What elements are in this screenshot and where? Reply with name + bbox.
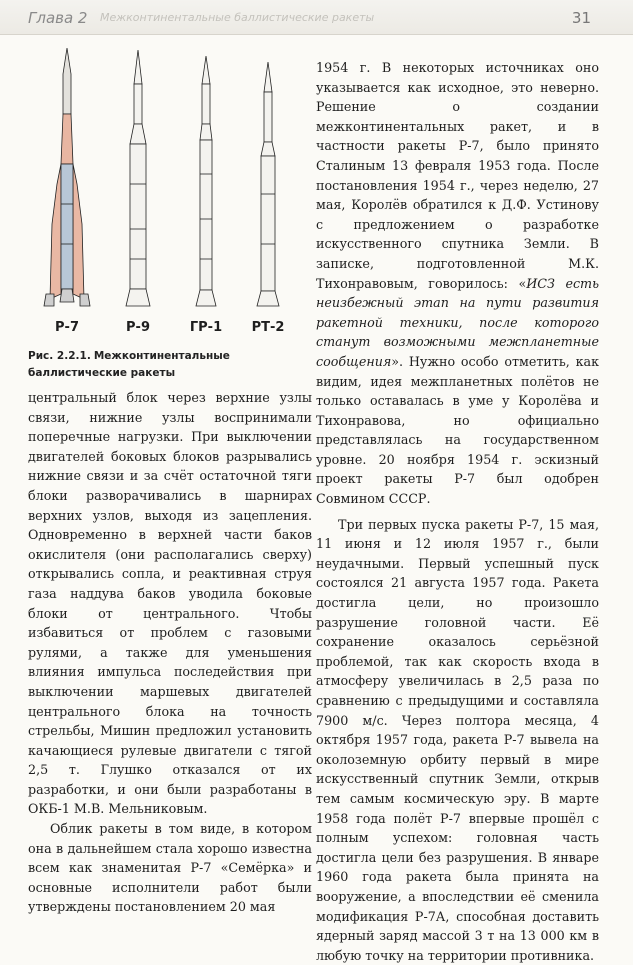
rocket-label-rt2: РТ-2 [251, 320, 285, 335]
rocket-rt2 [238, 44, 298, 336]
tikhonravov-quote: ИСЗ есть неизбежный этап на пути развития ракетной техники, после которого станут возможными межпланетные сообщения [316, 275, 599, 369]
rocket-gr1 [176, 44, 236, 336]
rt2-drawing [238, 44, 298, 316]
chapter-label: Глава 2 [28, 9, 88, 27]
caption-text: Межконтинентальные баллистические ракеты [28, 350, 230, 379]
gr1-drawing [176, 44, 236, 316]
left-paragraph-2: Облик ракеты в том виде, в котором она в дальнейшем стала хорошо известна всем как знаменитая Р-7 «Семёрка» и основные исполнители работ были утверждены постановлением 20 мая [28, 821, 312, 915]
rocket-label-gr1: ГР-1 [189, 320, 223, 335]
left-text-column [28, 388, 312, 917]
rockets-figure [28, 44, 306, 334]
rocket-label-r9: Р-9 [126, 320, 150, 335]
caption-number: Рис. 2.2.1. [28, 350, 91, 362]
rocket-r7 [32, 44, 102, 336]
page-number: 31 [571, 9, 591, 27]
right-paragraph-1-start: 1954 г. В некоторых источниках оно указывается как исходное, это неверно. Решение о создании межконтинентальных ракет, и в частности ракеты Р-7, было принято Сталиным 13 февраля 1953 года. После постановления 1954 г., через неделю, 27 мая, Королёв обратился к Д.Ф. Устинову с предложением о разработке искусственного спутника Земли. В записке, подготовленной М.К. Тихонравовым, говорилось: « [316, 60, 599, 291]
r9-drawing [108, 44, 168, 316]
rocket-r9 [108, 44, 168, 336]
page-header [0, 0, 633, 35]
r7-drawing [32, 44, 102, 316]
figure-caption [28, 348, 298, 382]
rocket-label-r7: Р-7 [55, 320, 79, 335]
right-paragraph-2: Три первых пуска ракеты Р-7, 15 мая, 11 июня и 12 июля 1957 г., были неудачными. Первый успешный пуск состоялся 21 августа 1957 года. Ракета достигла цели, но произошло разрушение головной части. Её сохранение оказалось серьёзной проблемой, так как скорость входа в атмосферу увеличилась в 2,5 раза по сравнению с предыдущими и составляла 7900 м/с. Через полтора месяца, 4 октября 1957 года, ракета Р-7 вывела на околоземную орбиту первый в мире искусственный спутник Земли, открыв тем самым космическую эру. В марте 1958 года полёт Р-7 впервые прошёл с полным успехом: головная часть достигла цели без разрушения. В январе 1960 года ракета была принята на вооружение, а впоследствии её сменила модификация Р-7А, способная доставить ядерный заряд массой 3 т на 13 000 км в любую точку на территории противника. [316, 516, 599, 963]
running-title: Межконтинентальные баллистические ракеты [100, 11, 375, 24]
left-paragraph-1: центральный блок через верхние узлы связи, нижние узлы воспринимали поперечные нагрузки. При выключении двигателей боковых блоков разрывались нижние связи и за счёт остаточной тяги блоки разворачивались в шарнирах верхних узлов, выходя из зацепления. Одновременно в верхней части баков окислителя (они располагались сверху) открывались сопла, и реактивная струя газа наддува баков уводила боковые блоки от центрального. Чтобы избавиться от проблем с газовыми рулями, а также для уменьшения влияния импульса последействия при выключении маршевых двигателей центрального блока на точность стрельбы, Мишин предложил установить качающиеся рулевые двигатели с тягой 2,5 т. Глушко отказался от их разработки, и они были разработаны в ОКБ-1 М.В. Мельниковым. [28, 390, 312, 817]
right-text-column [316, 58, 599, 965]
right-paragraph-1-end: ». Нужно особо отметить, как видим, идея межпланетных полётов не только оставалась в уме у Королёва и Тихонравова, но официально представлялась на государственном уровне. 20 ноября 1954 г. эскизный проект ракеты Р-7 был одобрен Совмином СССР. [316, 353, 599, 507]
right-paragraph-1 [316, 58, 599, 509]
